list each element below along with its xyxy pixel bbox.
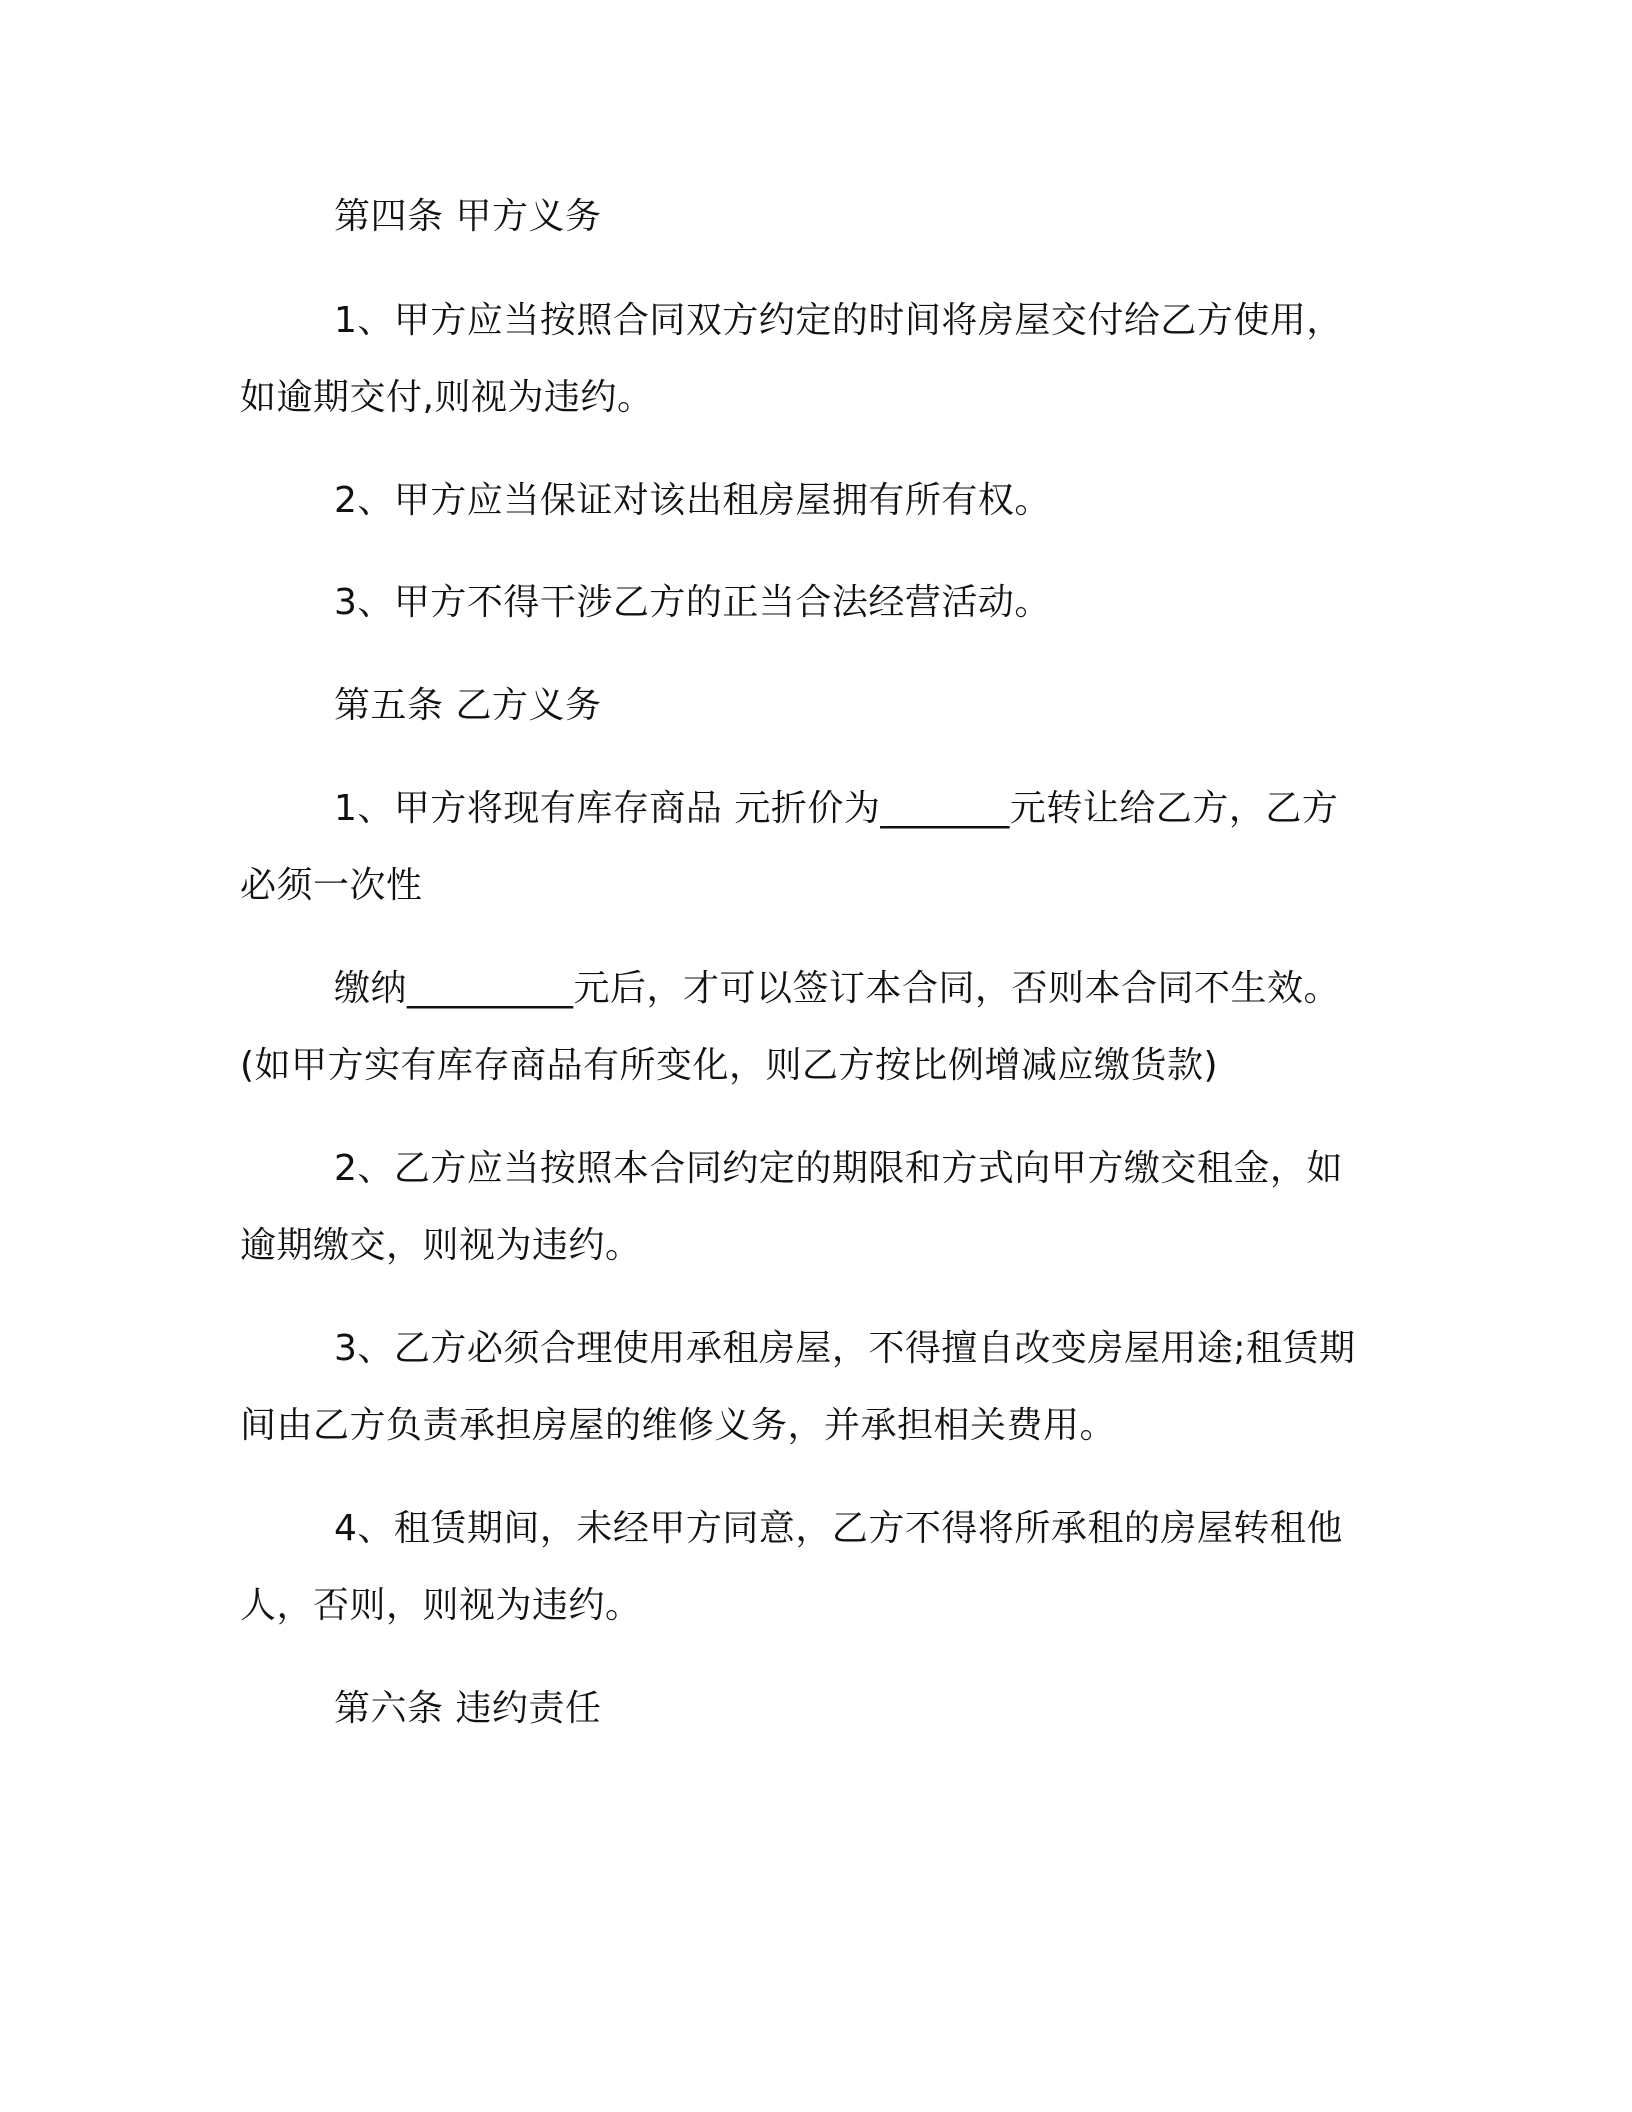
article-5-item-4-line-1: 4、租赁期间，未经甲方同意，乙方不得将所承租的房屋转租他 — [334, 1508, 1343, 1549]
article-5-item-1-line-2: 必须一次性 — [240, 865, 423, 906]
article-5-item-3-line-2: 间由乙方负责承担房屋的维修义务，并承担相关费用。 — [240, 1405, 1117, 1446]
article-4-item-3: 3、甲方不得干涉乙方的正当合法经营活动。 — [334, 582, 1051, 623]
article-4-item-2: 2、甲方应当保证对该出租房屋拥有所有权。 — [334, 480, 1051, 521]
article-6-heading: 第六条 违约责任 — [334, 1688, 602, 1729]
article-5-item-1-line-4: (如甲方实有库存商品有所变化，则乙方按比例增减应缴货款) — [240, 1045, 1219, 1086]
article-5-item-3-line-1: 3、乙方必须合理使用承租房屋，不得擅自改变房屋用途;租赁期 — [334, 1328, 1356, 1369]
article-5-item-2-line-1: 2、乙方应当按照本合同约定的期限和方式向甲方缴交租金，如 — [334, 1148, 1343, 1189]
article-5-heading: 第五条 乙方义务 — [334, 685, 602, 726]
article-4-item-1-line-1: 1、甲方应当按照合同双方约定的时间将房屋交付给乙方使用， — [334, 300, 1343, 341]
article-4-item-1-line-2: 如逾期交付,则视为违约。 — [240, 377, 654, 418]
article-5-item-1-line-1: 1、甲方将现有库存商品 元折价为_______元转让给乙方，乙方 — [334, 788, 1339, 829]
article-5-item-4-line-2: 人，否则，则视为违约。 — [240, 1585, 642, 1626]
article-5-item-2-line-2: 逾期缴交，则视为违约。 — [240, 1225, 642, 1266]
article-4-heading: 第四条 甲方义务 — [334, 196, 602, 237]
article-5-item-1-line-3: 缴纳_________元后，才可以签订本合同，否则本合同不生效。 — [334, 968, 1341, 1009]
